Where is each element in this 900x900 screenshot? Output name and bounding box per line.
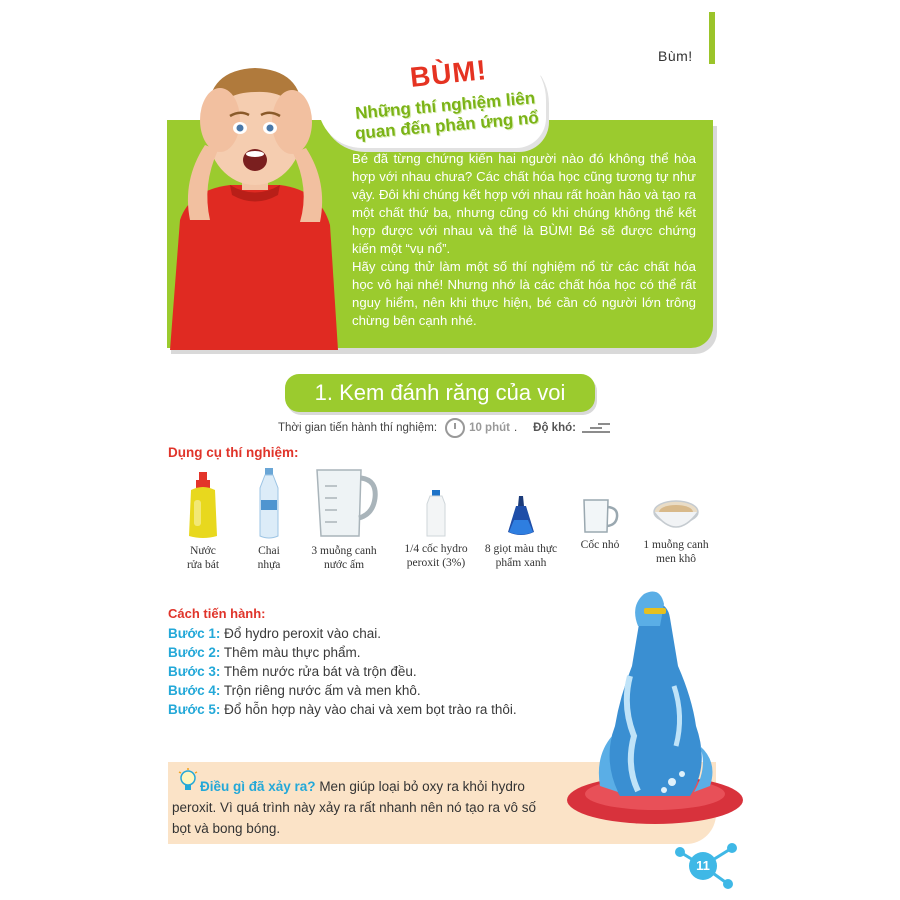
time-suffix: . — [513, 422, 518, 434]
step-item — [168, 624, 517, 643]
step-label: Bước 5: — [168, 702, 221, 717]
step-item — [168, 681, 517, 700]
glass-cup-icon — [581, 498, 619, 534]
tool-hydrogen-peroxide — [398, 488, 474, 570]
step-item — [168, 700, 517, 719]
tool-plastic-bottle — [248, 466, 290, 572]
difficulty-bars-icon — [582, 423, 610, 433]
experiment-meta — [278, 418, 610, 438]
tool-label-line2: men khô — [656, 553, 696, 565]
measuring-jug-icon — [309, 464, 379, 540]
tool-label-line1: Chai — [258, 545, 280, 557]
steps-heading: Cách tiến hành: — [168, 606, 266, 621]
tool-dish-soap — [178, 470, 228, 572]
tool-label-line1: Nước — [190, 545, 216, 557]
tools-heading: Dụng cụ thí nghiệm: — [168, 445, 299, 460]
intro-subtitle: Những thí nghiệm liên quan đến phản ứng nổ — [354, 88, 540, 143]
title-bubble-bump — [505, 40, 545, 84]
tool-label-line2: peroxit (3%) — [406, 557, 466, 569]
intro-paragraph-1: Bé đã từng chứng kiến hai người nào đó không thể hòa hợp với nhau chưa? Các chất hóa học cũng tương tự như vậy. Đôi khi chúng kết hợp với nhau rất hoàn hảo và tạo ra một chất thứ ba, nhưng cũng có khi chúng không thể kết hợp được với nhau và thế là BÙM! Bé sẽ được chứng kiến một “vụ nổ”. — [352, 151, 696, 256]
foaming-bottle-illustration — [560, 586, 750, 826]
tool-warm-water-jug — [303, 464, 385, 572]
yeast-bowl-icon — [652, 498, 700, 534]
stopwatch-icon — [445, 418, 465, 438]
result-answer: Men giúp loại bỏ oxy ra khỏi hydro peroxit. Vì quá trình này xảy ra rất nhanh nên nó tạo ra vô số bọt và bong bóng. — [172, 779, 536, 836]
difficulty-label: Độ khó: — [533, 422, 576, 434]
food-coloring-icon — [506, 494, 536, 538]
header-accent-bar — [709, 12, 715, 64]
step-text: Đổ hydro peroxit vào chai. — [224, 626, 381, 641]
tool-blue-food-coloring — [480, 494, 562, 570]
tool-label-line2: phẩm xanh — [495, 557, 547, 569]
page-number: 11 — [689, 852, 717, 880]
tool-label-line1: 8 giọt màu thực — [484, 543, 558, 555]
step-label: Bước 2: — [168, 645, 221, 660]
tool-label-line1: 1 muỗng canh — [643, 539, 709, 551]
plastic-bottle-icon — [256, 466, 282, 540]
step-label: Bước 1: — [168, 626, 221, 641]
intro-paragraph-2: Hãy cùng thử làm một số thí nghiệm nổ từ các chất hóa học vô hại nhé! Nhưng nhớ là các chất hóa học có thể rất nguy hiểm, nên khi thực hiện, bé cần có người lớn trông chừng bên cạnh nhé. — [352, 259, 696, 328]
tool-dry-yeast — [636, 498, 716, 566]
result-question: Điều gì đã xảy ra? — [200, 779, 316, 794]
intro-title: BÙM! — [408, 54, 489, 93]
time-label: Thời gian tiến hành thí nghiệm: — [278, 422, 438, 434]
time-value: 10 phút — [469, 422, 510, 434]
step-text: Trộn riêng nước ấm và men khô. — [223, 683, 421, 698]
tool-label-line1: 3 muỗng canh — [311, 545, 377, 557]
experiment-title: 1. Kem đánh răng của voi — [285, 374, 595, 412]
tool-label-line2: rửa bát — [186, 559, 220, 571]
peroxide-bottle-icon — [425, 488, 447, 538]
dish-soap-icon — [186, 470, 220, 540]
step-text: Thêm màu thực phẩm. — [223, 645, 361, 660]
step-item — [168, 662, 517, 681]
step-label: Bước 4: — [168, 683, 221, 698]
step-item — [168, 643, 517, 662]
step-label: Bước 3: — [168, 664, 221, 679]
result-text — [172, 776, 552, 839]
steps-list — [168, 624, 517, 719]
tool-label-line1: Cốc nhỏ — [580, 539, 620, 551]
step-text: Thêm nước rửa bát và trộn đều. — [223, 664, 417, 679]
chapter-header: Bùm! — [658, 48, 693, 64]
tool-label-line2: nước ấm — [323, 559, 365, 571]
step-text: Đổ hỗn hợp này vào chai và xem bọt trào ra thôi. — [224, 702, 517, 717]
tool-small-cup — [574, 498, 626, 552]
tool-label-line2: nhựa — [257, 559, 281, 571]
tool-label-line1: 1/4 cốc hydro — [404, 543, 468, 555]
